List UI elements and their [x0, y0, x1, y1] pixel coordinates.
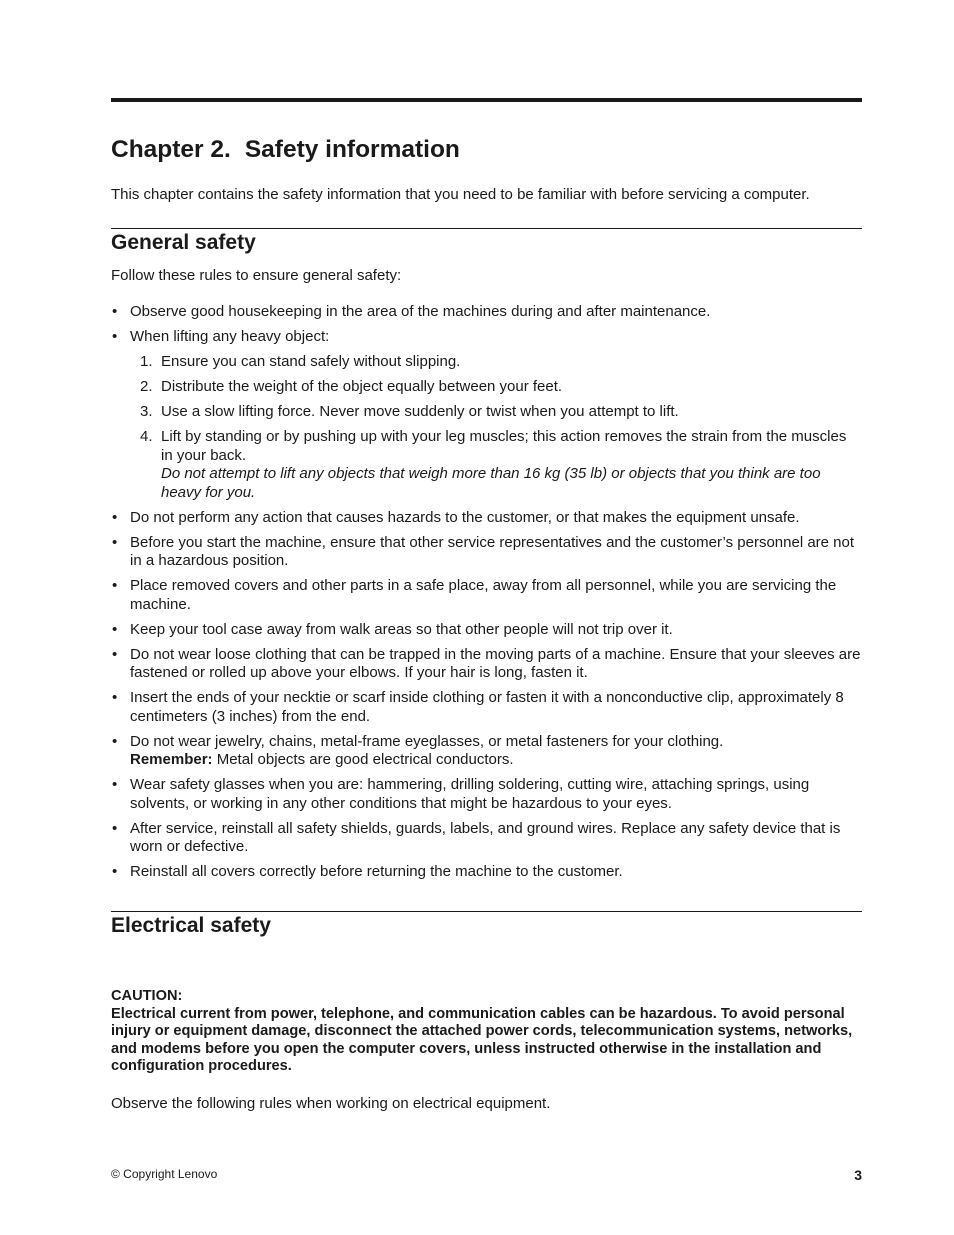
- footer-copyright: © Copyright Lenovo: [111, 1167, 218, 1181]
- list-item-text: Reinstall all covers correctly before returning the machine to the customer.: [130, 863, 623, 880]
- list-item: [111, 820, 862, 857]
- list-item: [111, 328, 862, 502]
- list-item-text: Insert the ends of your necktie or scarf inside clothing or fasten it with a nonconductive clip, approximately 8 centimeters (3 inches) from the end.: [130, 689, 844, 725]
- remember-text: Metal objects are good electrical conductors.: [212, 751, 514, 768]
- bullet-marker: •: [112, 328, 118, 345]
- chapter-title-text: Safety information: [244, 136, 460, 163]
- list-item-text: After service, reinstall all safety shields, guards, labels, and ground wires. Replace any safety device that is worn or defective.: [130, 819, 841, 855]
- document-page: [111, 0, 862, 1235]
- general-safety-lead: Follow these rules to ensure general safety:: [111, 267, 402, 284]
- caution-notice: [111, 988, 862, 1076]
- list-item-text: Do not wear jewelry, chains, metal-frame eyeglasses, or metal fasteners for your clothing.: [130, 732, 724, 750]
- chapter-label: Chapter 2.: [111, 136, 231, 163]
- step-item: [130, 353, 862, 372]
- list-item: [111, 509, 862, 528]
- step-number: 1.: [140, 353, 153, 370]
- caution-label: CAUTION:: [111, 988, 183, 1004]
- list-item-text: Do not wear loose clothing that can be trapped in the moving parts of a machine. Ensure that your sleeves are fastened or rolled up above your elbows. If your hair is long, fasten it.: [130, 645, 861, 681]
- step-item: [130, 403, 862, 422]
- electrical-safety-heading: Electrical safety: [111, 914, 271, 937]
- list-item-text: Observe good housekeeping in the area of the machines during and after maintenance.: [130, 303, 711, 320]
- page-number: 3: [854, 1167, 862, 1183]
- bullet-marker: •: [112, 776, 118, 793]
- bullet-marker: •: [112, 620, 118, 638]
- bullet-marker: •: [112, 508, 118, 526]
- step-text: Ensure you can stand safely without slipping.: [161, 353, 461, 370]
- bullet-marker: •: [112, 863, 118, 880]
- list-item-text: When lifting any heavy object:: [130, 328, 330, 345]
- list-item: [111, 689, 862, 726]
- remember-label: Remember:: [130, 751, 213, 768]
- caution-text: Electrical current from power, telephone, and communication cables can be hazardous. To avoid personal injury or equipment damage, disconnect the attached power cords, telecommunication systems, networks, and modems before you open the computer covers, unless instructed otherwise in the installation and configuration procedures.: [111, 1005, 853, 1074]
- bullet-marker: •: [112, 303, 118, 320]
- step-text: Use a slow lifting force. Never move suddenly or twist when you attempt to lift.: [161, 403, 679, 420]
- step-number: 3.: [140, 403, 153, 420]
- weight-limit-note: Do not attempt to lift any objects that weigh more than 16 kg (35 lb) or objects that you think are too heavy for you.: [161, 465, 821, 501]
- step-item: [130, 378, 862, 397]
- list-item-text: Do not perform any action that causes hazards to the customer, or that makes the equipment unsafe.: [130, 508, 800, 526]
- general-safety-list: [111, 303, 862, 888]
- list-item-text: Wear safety glasses when you are: hammering, drilling soldering, cutting wire, attaching springs, using solvents, or working in any other conditions that might be hazardous to your eyes.: [130, 776, 810, 812]
- list-item: [111, 577, 862, 614]
- chapter-intro: This chapter contains the safety information that you need to be familiar with before servicing a computer.: [111, 186, 810, 203]
- list-item-text: Before you start the machine, ensure that other service representatives and the customer’s personnel are not in a hazardous position.: [130, 533, 855, 569]
- list-item: [111, 534, 862, 571]
- bullet-marker: •: [112, 645, 118, 663]
- list-item: [111, 646, 862, 683]
- general-safety-heading: General safety: [111, 231, 256, 254]
- bullet-marker: •: [112, 819, 118, 837]
- list-item: [111, 303, 862, 322]
- step-text: Lift by standing or by pushing up with your leg muscles; this action removes the strain from the muscles in your back.: [161, 428, 847, 464]
- step-number: 2.: [140, 378, 153, 395]
- list-item: [111, 621, 862, 640]
- chapter-title: [111, 134, 460, 166]
- electrical-observe-text: Observe the following rules when working on electrical equipment.: [111, 1095, 551, 1112]
- step-number: 4.: [140, 428, 153, 445]
- bullet-marker: •: [112, 689, 118, 706]
- bullet-marker: •: [112, 577, 118, 594]
- list-item: [111, 776, 862, 813]
- bullet-marker: •: [112, 533, 118, 551]
- list-item-text: Keep your tool case away from walk areas so that other people will not trip over it.: [130, 620, 673, 638]
- lifting-steps-list: [130, 353, 862, 502]
- list-item: [111, 733, 862, 770]
- chapter-top-rule: [111, 98, 862, 102]
- bullet-marker: •: [112, 732, 118, 750]
- step-text: Distribute the weight of the object equally between your feet.: [161, 378, 563, 395]
- list-item-text: Place removed covers and other parts in a safe place, away from all personnel, while you are servicing the machine.: [130, 577, 837, 613]
- list-item: [111, 863, 862, 882]
- step-item: [130, 428, 862, 502]
